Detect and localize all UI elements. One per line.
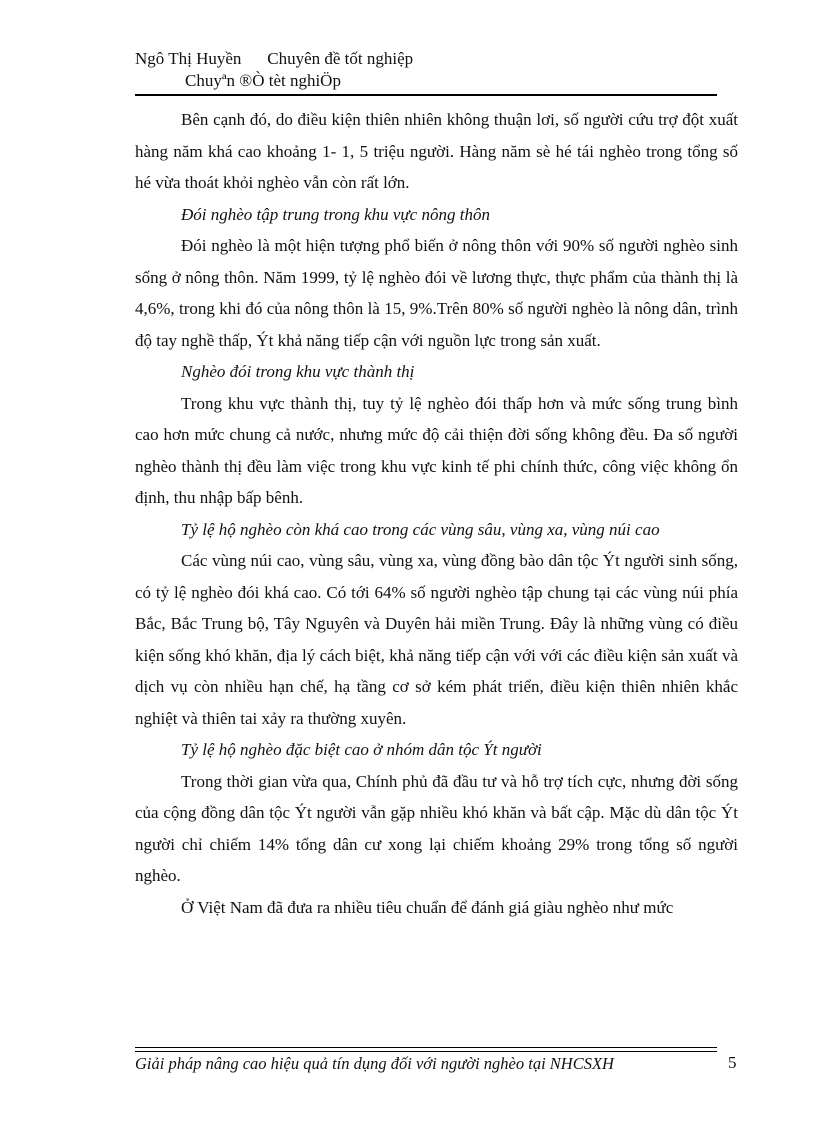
page-header: [135, 48, 715, 92]
page-number: 5: [728, 1053, 737, 1072]
footer-rule-top: [135, 1047, 717, 1048]
paragraph: Bên cạnh đó, do điều kiện thiên nhiên không thuận lơi, số người cứu trợ đột xuất hàng năm khá cao khoảng 1- 1, 5 triệu người. Hàng năm sè hé tái nghèo trong tổng số hé vừa thoát khỏi nghèo vẫn còn rất lớn.: [135, 110, 738, 192]
header-author: Ngô Thị Huyền: [135, 49, 242, 68]
footer-rule-bottom: [135, 1051, 717, 1052]
footer-title: Giải pháp nâng cao hiệu quả tín dụng đối với người nghèo tại NHCSXH: [135, 1054, 614, 1073]
paragraph: Ở Việt Nam đã đưa ra nhiều tiêu chuẩn để đánh giá giàu nghèo như mức: [181, 897, 674, 917]
header-title-garbled: Chuyªn ®Ò tèt nghiÖp: [185, 71, 341, 90]
paragraph: Trong khu vực thành thị, tuy tỷ lệ nghèo đói thấp hơn và mức sống trung bình cao hơn mức chung cả nước, nhưng mức độ cải thiện đời sống không đều. Đa số người nghèo thành thị đều làm việc trong khu vực kinh tế phi chính thức, công việc không ổn định, thu nhập bấp bênh.: [135, 393, 738, 507]
paragraph: Trong thời gian vừa qua, Chính phủ đã đầu tư và hỗ trợ tích cực, nhưng đời sống của cộng đồng dân tộc Ýt người vẫn gặp nhiều khó khăn và bất cập. Mặc dù dân tộc Ýt người chỉ chiếm 14% tổng dân cư xong lại chiếm khoảng 29% trong tổng số người nghèo.: [135, 771, 738, 885]
section-subheading: Tỷ lệ hộ nghèo còn khá cao trong các vùng sâu, vùng xa, vùng núi cao: [181, 519, 660, 539]
paragraph: Các vùng núi cao, vùng sâu, vùng xa, vùng đồng bào dân tộc Ýt người sinh sống, có tỷ lệ nghèo đói khá cao. Có tới 64% số người nghèo tập chung tại các vùng núi phía Bắc, Bắc Trung bộ, Tây Nguyên và Duyên hải miền Trung. Đây là những vùng có điều kiện sống khó khăn, địa lý cách biệt, khả năng tiếp cận với với các điều kiện sản xuất và dịch vụ còn nhiều hạn chế, hạ tầng cơ sở kém phát triển, điều kiện thiên nhiên khắc nghiệt và thiên tai xảy ra thường xuyên.: [135, 551, 738, 728]
section-subheading: Đói nghèo tập trung trong khu vực nông thôn: [181, 204, 490, 224]
header-rule: [135, 94, 717, 96]
section-subheading: Tỷ lệ hộ nghèo đặc biệt cao ở nhóm dân tộc Ýt người: [181, 740, 542, 759]
section-subheading: Nghèo đói trong khu vực thành thị: [181, 362, 415, 381]
header-line-1: [135, 48, 715, 70]
document-body: [135, 104, 738, 923]
header-title: Chuyên đề tốt nghiệp: [267, 49, 414, 68]
paragraph: Đói nghèo là một hiện tượng phổ biến ở nông thôn với 90% số người nghèo sinh sống ở nông thôn. Năm 1999, tỷ lệ nghèo đói về lương thực, thực phẩm của thành thị là 4,6%, trong khi đó của nông thôn là 15, 9%.Trên 80% số người nghèo là nông dân, trình độ tay nghề thấp, Ýt khả năng tiếp cận với nguồn lực trong sản xuất.: [135, 236, 738, 350]
